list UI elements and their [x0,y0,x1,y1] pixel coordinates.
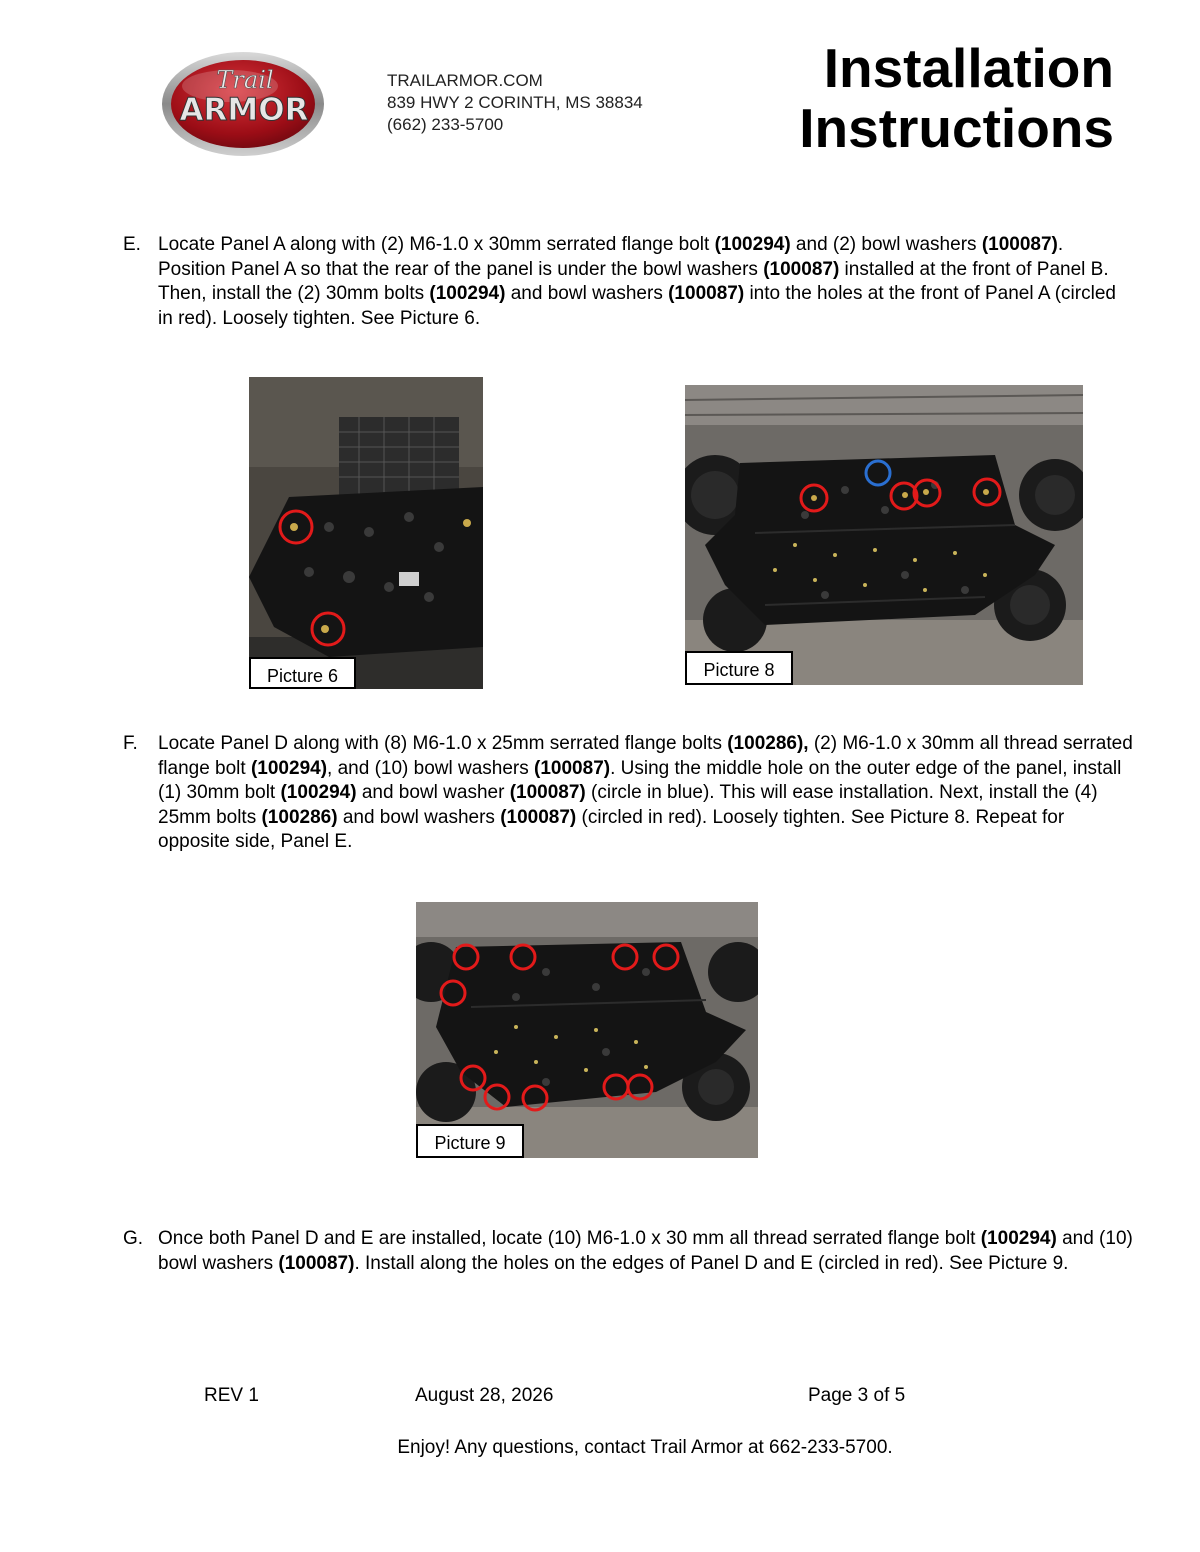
part-number: (100294) [714,234,791,255]
step-text-run: . Install along the holes on the edges of Panel D and E (circled in red). See Picture 9. [354,1252,1069,1274]
trail-armor-logo [160,50,326,158]
step-text [158,1227,1133,1276]
step-e [123,233,1133,331]
step-letter: E. [123,234,141,255]
step-text-run: installed at the front of Panel B. Then, install the (2) 30mm bolts [158,258,1109,304]
part-number: (100087) [981,234,1058,255]
part-number: (100286) [261,806,338,828]
part-number: (100087) [278,1252,355,1274]
picture-8-photo [685,385,1083,685]
title-line-1: Installation [823,37,1114,99]
part-number: (100286), [727,733,809,754]
step-letter: F. [123,733,138,754]
step-text-run: (circle in blue). This will ease installation. Next, install the (4) 25mm bolts [158,782,1098,828]
step-text-run: . Using the middle hole on the outer edge of the panel, install (1) 30mm bolt [158,757,1122,803]
step-text-run: , and (10) bowl washers [327,757,535,779]
svg-text:Trail: Trail [216,66,274,94]
step-f [123,732,1133,855]
picture-8-caption: Picture 8 [685,651,793,685]
step-text-run: into the holes at the front of Panel A (circled in red). Loosely tighten. See Picture 6. [158,283,1116,329]
part-number: (100294) [429,283,506,304]
page-title [799,38,1114,158]
part-number: (100087) [500,806,577,828]
street-address-text: 839 HWY 2 CORINTH, MS 38834 [387,93,643,112]
step-text [158,732,1133,855]
step-g [123,1227,1133,1276]
part-number: (100294) [280,782,357,803]
step-letter: G. [123,1228,144,1249]
step-text-run: Locate Panel D along with (8) M6-1.0 x 25mm serrated flange bolts [158,733,728,754]
step-text-run: . Position Panel A so that the rear of the panel is under the bowl washers [158,234,1064,280]
part-number: (100294) [250,757,328,779]
picture-6-photo [249,377,483,689]
step-text-run: and bowl washer [356,782,510,803]
step-text-run: and bowl washers [505,283,669,304]
document-date: August 28, 2026 [415,1385,554,1406]
svg-text:ARMOR: ARMOR [179,92,309,128]
phone-text: (662) 233-5700 [387,115,504,134]
page-number: Page 3 of 5 [808,1385,906,1406]
part-number: (100294) [980,1228,1057,1249]
contact-note: Enjoy! Any questions, contact Trail Armor at 662-233-5700. [397,1437,893,1458]
picture-9-caption: Picture 9 [416,1124,524,1158]
step-text-run: and (2) bowl washers [790,234,982,255]
website-text: TRAILARMOR.COM [387,71,543,90]
step-text-run: (circled in red). Loosely tighten. See Picture 8. Repeat for opposite side, Panel E. [158,806,1065,852]
title-line-2: Instructions [799,97,1114,159]
step-text-run: Locate Panel A along with (2) M6-1.0 x 30mm serrated flange bolt [158,234,715,255]
company-address-block [387,70,643,136]
part-number: (100087) [509,782,586,803]
picture-6-caption: Picture 6 [249,657,356,689]
part-number: (100087) [668,283,745,304]
part-number: (100087) [534,757,611,779]
part-number: (100087) [763,258,840,280]
step-text-run: Once both Panel D and E are installed, locate (10) M6-1.0 x 30 mm all thread serrated flange bolt [158,1228,981,1249]
step-text-run: and (10) bowl washers [158,1228,1133,1274]
step-text-run: (2) M6-1.0 x 30mm all thread serrated flange bolt [158,733,1133,779]
step-text-run: and bowl washers [337,806,501,828]
picture-9-photo [416,902,758,1158]
revision-label: REV 1 [204,1385,259,1406]
step-text [158,233,1133,331]
